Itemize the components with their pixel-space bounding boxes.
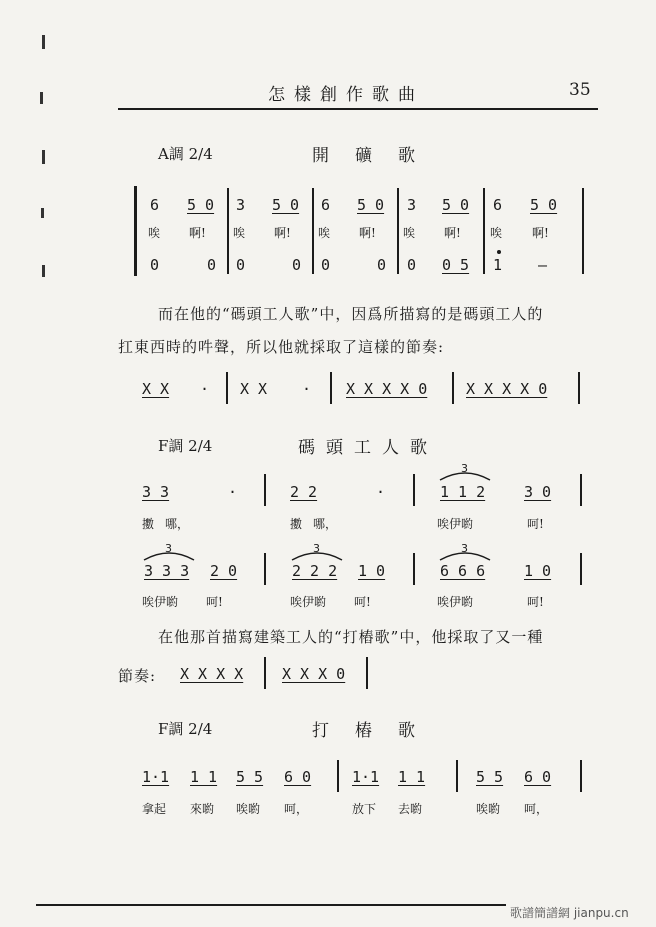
note: 1 1 <box>398 768 426 786</box>
note: 3 3 <box>142 483 170 501</box>
scan-mark <box>42 150 45 164</box>
lyric: 擻 <box>142 517 155 531</box>
rhythm: X X X 0 <box>282 665 346 683</box>
lyric: 呵! <box>527 517 544 531</box>
barline <box>330 372 332 404</box>
paragraph-line: 在他那首描寫建築工人的“打樁歌”中，他採取了又一種 <box>158 628 544 646</box>
barline <box>483 188 485 274</box>
octave-dot <box>497 250 501 254</box>
lyric: 唉 <box>490 226 503 240</box>
barline <box>413 553 415 585</box>
lyric: 哪， <box>165 517 190 531</box>
note: 0 <box>207 256 217 274</box>
note: 5 0 <box>187 196 215 214</box>
barline <box>264 474 266 506</box>
lyric: 唉喲 <box>236 802 261 816</box>
scan-mark <box>41 208 44 218</box>
lyric: 唉伊喲 <box>142 595 179 609</box>
barline <box>580 474 582 506</box>
song1-key: A調 2/4 <box>158 145 213 163</box>
rhythm: X X <box>240 380 268 398</box>
lyric: 呵， <box>524 802 549 816</box>
note: 1 0 <box>524 562 552 580</box>
note: 5 5 <box>476 768 504 786</box>
lyric: 去喲 <box>398 802 423 816</box>
note: 3 <box>236 196 246 214</box>
rhythm-dot: · <box>302 380 312 398</box>
note: 0 <box>407 256 417 274</box>
note: 5 0 <box>442 196 470 214</box>
barline <box>366 657 368 689</box>
lyric: 拿起 <box>142 802 167 816</box>
barline <box>337 760 339 792</box>
note: 2 2 <box>290 483 318 501</box>
note: 6 6 6 <box>440 562 486 580</box>
running-header: 怎樣創作歌曲 <box>268 85 424 105</box>
note: 5 0 <box>530 196 558 214</box>
note: 0 5 <box>442 256 470 274</box>
barline <box>397 188 399 274</box>
song2-key: F調 2/4 <box>158 437 213 455</box>
rhythm: X X X X 0 <box>346 380 428 398</box>
lyric: 呵! <box>354 595 371 609</box>
song3-key: F調 2/4 <box>158 720 213 738</box>
lyric: 來喲 <box>190 802 215 816</box>
barline <box>582 188 584 274</box>
rhythm-dot: · <box>200 380 210 398</box>
rhythm: X X X X <box>180 665 244 683</box>
lyric: 放下 <box>352 802 377 816</box>
lyric: 唉伊喲 <box>290 595 327 609</box>
triplet-number: 3 <box>313 542 320 555</box>
song2-title: 碼頭工人歌 <box>298 438 438 458</box>
lyric: 唉喲 <box>476 802 501 816</box>
note: 3 3 3 <box>144 562 190 580</box>
note: 5 0 <box>272 196 300 214</box>
note: 5 0 <box>357 196 385 214</box>
barline <box>452 372 454 404</box>
barline <box>578 372 580 404</box>
lyric: 哪， <box>313 517 338 531</box>
barline <box>580 760 582 792</box>
rhythm-label: 節奏: <box>118 667 157 685</box>
note: 6 <box>493 196 503 214</box>
note: 1 1 2 <box>440 483 486 501</box>
barline <box>227 188 229 274</box>
scan-mark <box>42 35 45 49</box>
lyric: 啊! <box>532 226 549 240</box>
lyric: 呵! <box>527 595 544 609</box>
note: 6 <box>150 196 160 214</box>
triplet-number: 3 <box>461 462 468 475</box>
note: 6 0 <box>524 768 552 786</box>
paragraph-line: 扛東西時的吽聲，所以他就採取了這樣的節奏: <box>118 338 445 356</box>
lyric: 啊! <box>444 226 461 240</box>
note: 1·1 <box>352 768 380 786</box>
barline <box>580 553 582 585</box>
barline <box>456 760 458 792</box>
lyric: 擻 <box>290 517 303 531</box>
note: 0 <box>377 256 387 274</box>
note: 0 <box>236 256 246 274</box>
scan-mark <box>42 265 45 277</box>
watermark: 歌譜簡譜網 jianpu.cn <box>510 906 629 920</box>
note: 1·1 <box>142 768 170 786</box>
note: 3 <box>407 196 417 214</box>
note: 1 <box>493 256 503 274</box>
note: 3 0 <box>524 483 552 501</box>
lyric: 啊! <box>274 226 291 240</box>
paragraph-line: 而在他的“碼頭工人歌”中，因爲所描寫的是碼頭工人的 <box>158 305 544 323</box>
note: 6 <box>321 196 331 214</box>
triplet-number: 3 <box>165 542 172 555</box>
page-number: 35 <box>569 80 591 100</box>
system-bracket <box>134 186 137 276</box>
barline <box>264 553 266 585</box>
note: 0 <box>321 256 331 274</box>
note: 2 2 2 <box>292 562 338 580</box>
header-rule <box>118 108 598 110</box>
lyric: 唉 <box>233 226 246 240</box>
triplet-number: 3 <box>461 542 468 555</box>
lyric: 唉 <box>148 226 161 240</box>
barline <box>226 372 228 404</box>
note: 0 <box>292 256 302 274</box>
lyric: 唉伊喲 <box>437 595 474 609</box>
note: 1 1 <box>190 768 218 786</box>
note: 6 0 <box>284 768 312 786</box>
bottom-rule <box>36 904 506 906</box>
note: 0 <box>150 256 160 274</box>
rhythm: X X X X 0 <box>466 380 548 398</box>
barline <box>264 657 266 689</box>
note: — <box>538 256 548 274</box>
song3-title: 打樁歌 <box>312 721 441 741</box>
note: 5 5 <box>236 768 264 786</box>
barline <box>413 474 415 506</box>
note: 1 0 <box>358 562 386 580</box>
note: · <box>376 483 386 501</box>
rhythm: X X <box>142 380 170 398</box>
song1-title: 開礦歌 <box>312 146 441 166</box>
barline <box>312 188 314 274</box>
lyric: 唉 <box>318 226 331 240</box>
lyric: 唉伊喲 <box>437 517 474 531</box>
lyric: 啊! <box>189 226 206 240</box>
note: · <box>228 483 238 501</box>
lyric: 呵， <box>284 802 309 816</box>
lyric: 呵! <box>206 595 223 609</box>
scan-mark <box>40 92 43 104</box>
note: 2 0 <box>210 562 238 580</box>
lyric: 啊! <box>359 226 376 240</box>
lyric: 唉 <box>403 226 416 240</box>
